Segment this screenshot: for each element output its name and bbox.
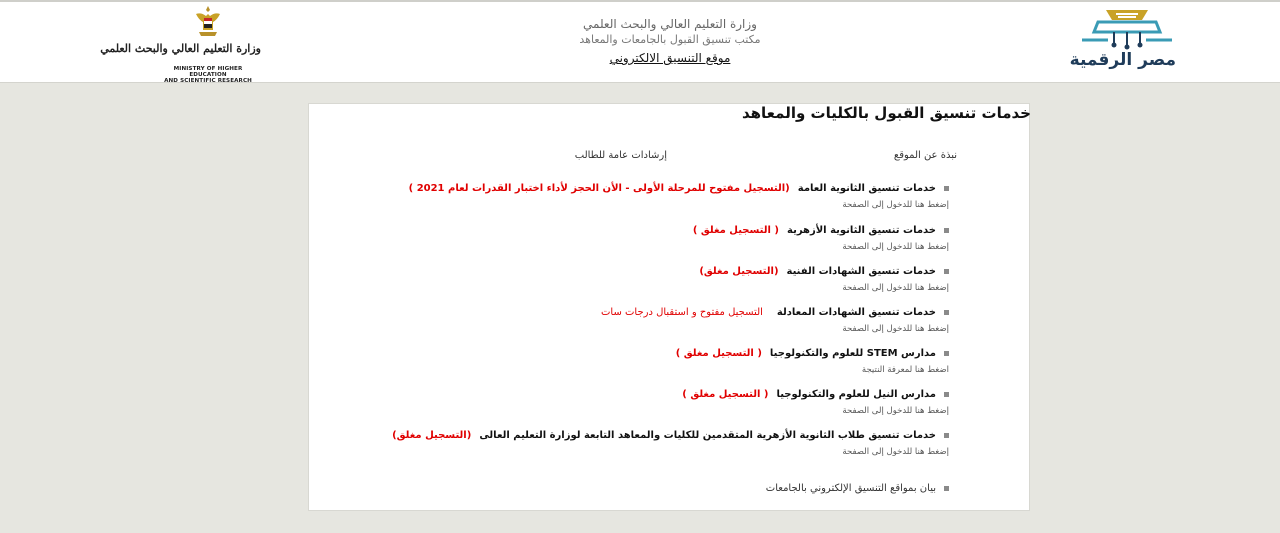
tab-about[interactable]: نبذة عن الموقع — [893, 150, 957, 161]
status-badge: ( التسجيل مغلق ) — [675, 348, 762, 359]
status-badge: (التسجيل مغلق) — [699, 266, 779, 277]
bullet-icon — [944, 186, 949, 191]
digital-egypt-logo[interactable] — [1069, 6, 1176, 76]
service-title[interactable]: خدمات تنسيق طلاب الثانوية الأزهرية المتقدمين للكليات والمعاهد التابعة لوزارة التعليم العالى — [479, 430, 936, 441]
universities-link[interactable]: بيان بمواقع التنسيق الإلكتروني بالجامعات — [765, 483, 936, 494]
list-item — [601, 306, 949, 336]
office-name: مكتب تنسيق القبول بالجامعات والمعاهد — [579, 33, 761, 46]
list-item — [392, 429, 949, 459]
service-link[interactable]: إضغط هنا للدخول إلى الصفحة — [842, 447, 949, 457]
list-item — [766, 482, 949, 496]
ministry-name: وزارة التعليم العالي والبحث العلمي — [583, 17, 757, 31]
service-link[interactable]: إضغط هنا للدخول إلى الصفحة — [842, 200, 949, 210]
status-badge: ( التسجيل مغلق ) — [682, 389, 769, 400]
ministry-logo-english-line1: MINISTRY OF HIGHER EDUCATION — [173, 66, 243, 78]
ministry-logo[interactable] — [100, 4, 261, 84]
service-link[interactable]: اضغط هنا لمعرفة النتيجة — [861, 365, 949, 375]
ministry-logo-english-line2: AND SCIENTIFIC RESEARCH — [164, 78, 252, 84]
list-item — [682, 388, 949, 418]
service-title[interactable]: خدمات تنسيق الثانوية الأزهرية — [787, 225, 936, 236]
list-item — [676, 347, 949, 377]
top-divider — [0, 0, 1280, 2]
service-title[interactable]: خدمات تنسيق الشهادات الفنية — [786, 266, 936, 277]
bullet-icon — [944, 228, 949, 233]
service-link[interactable]: إضغط هنا للدخول إلى الصفحة — [842, 283, 949, 293]
service-link[interactable]: إضغط هنا للدخول إلى الصفحة — [842, 324, 949, 334]
service-title[interactable]: خدمات تنسيق الثانوية العامة — [797, 183, 936, 194]
digital-egypt-text: مصر الرقمية — [1069, 50, 1176, 70]
site-header — [0, 0, 1280, 83]
list-item — [409, 182, 949, 212]
card-title: خدمات تنسيق القبول بالكليات والمعاهد — [741, 104, 1031, 122]
list-item — [693, 224, 949, 254]
service-link[interactable]: إضغط هنا للدخول إلى الصفحة — [842, 242, 949, 252]
services-card — [308, 103, 1030, 511]
status-badge: (التسجيل مغلق) — [392, 430, 472, 441]
service-title[interactable]: خدمات تنسيق الشهادات المعادلة — [776, 307, 936, 318]
bullet-icon — [944, 310, 949, 315]
eagle-icon — [193, 4, 223, 40]
status-badge: التسجيل مفتوح و استقبال درجات سات — [600, 307, 763, 318]
site-link[interactable]: موقع التنسيق الالكتروني — [609, 51, 731, 65]
status-badge: (التسجيل مفتوح للمرحلة الأولى - الأن الحجز لأداء اختبار القدرات لعام 2021 ) — [408, 183, 790, 194]
header-center-text — [520, 16, 820, 68]
status-badge: ( التسجيل مغلق ) — [692, 225, 779, 236]
bullet-icon — [944, 433, 949, 438]
ministry-logo-arabic: وزارة التعليم العالي والبحث العلمي — [100, 42, 261, 55]
bullet-icon — [944, 486, 949, 491]
bullet-icon — [944, 392, 949, 397]
digital-egypt-icon — [1078, 6, 1176, 50]
tab-guidelines[interactable]: إرشادات عامة للطالب — [574, 150, 667, 161]
service-title[interactable]: مدارس STEM للعلوم والتكنولوجيا — [769, 348, 936, 359]
bullet-icon — [944, 269, 949, 274]
service-title[interactable]: مدارس النيل للعلوم والتكنولوجيا — [776, 389, 936, 400]
list-item — [699, 265, 949, 295]
ministry-logo-english — [155, 66, 261, 84]
bullet-icon — [944, 351, 949, 356]
service-link[interactable]: إضغط هنا للدخول إلى الصفحة — [842, 406, 949, 416]
